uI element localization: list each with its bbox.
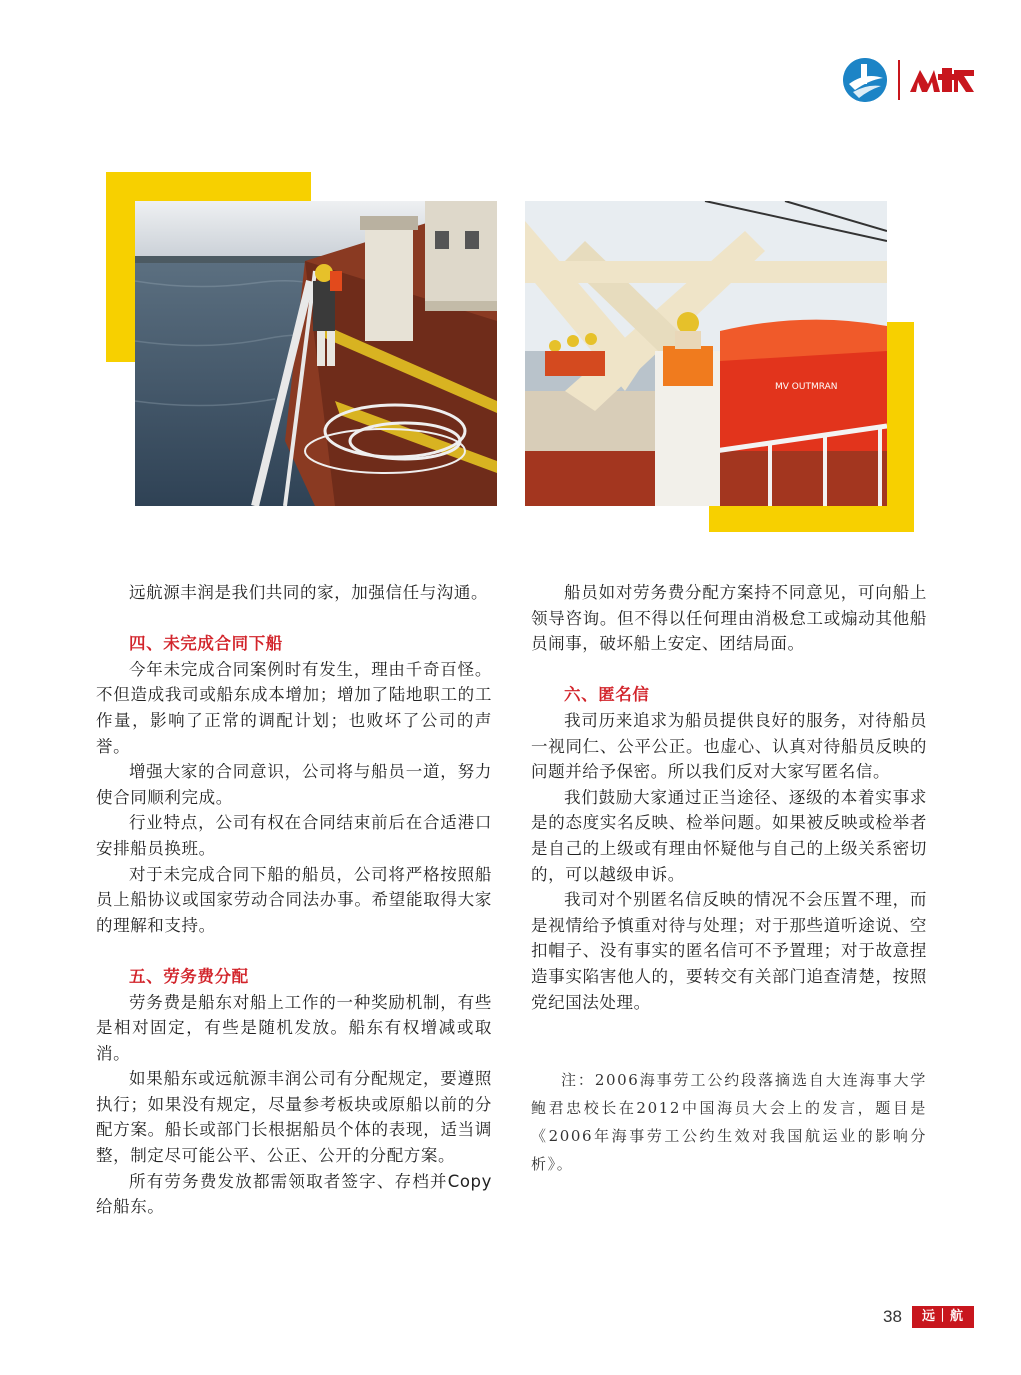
magazine-tag: 远｜航	[912, 1306, 974, 1328]
paragraph: 我司对个别匿名信反映的情况不会压置不理，而是视情给予慎重对待与处理；对于那些道听途说、空扣帽子、没有事实的匿名信可不予置理；对于故意捏造事实陷害他人的，要转交有关部门追查清楚，按照党纪国法处理。	[531, 890, 927, 1012]
paragraph: 今年未完成合同案例时有发生，理由千奇百怪。不但造成我司或船东成本增加；增加了陆地职工的工作量，影响了正常的调配计划；也败坏了公司的声誉。	[96, 659, 492, 756]
lifeboat-marking: MV OUTMRAN	[775, 382, 838, 392]
paragraph: 劳务费是船东对船上工作的一种奖励机制，有些是相对固定，有些是随机发放。船东有权增减或取消。	[96, 992, 492, 1063]
paragraph: 远航源丰润是我们共同的家，加强信任与沟通。	[129, 583, 489, 602]
right-text-column	[531, 580, 927, 1015]
page-number: 38	[883, 1307, 902, 1326]
left-text-column	[96, 580, 492, 1220]
paragraph: 增强大家的合同意识，公司将与船员一道，努力使合同顺利完成。	[96, 762, 492, 807]
section-heading-5: 五、劳务费分配	[129, 966, 249, 986]
paragraph: 所有劳务费发放都需领取者签字、存档并Copy给船东。	[96, 1171, 492, 1217]
lifeboat-photo	[525, 201, 887, 506]
section-heading-4: 四、未完成合同下船	[129, 634, 283, 654]
paragraph: 我们鼓励大家通过正当途径、逐级的本着实事求是的态度实名反映、检举问题。如果被反映或检举者是自己的上级或有理由怀疑他与自己的上级关系密切的，可以越级申诉。	[531, 787, 927, 884]
section-heading-6: 六、匿名信	[564, 685, 650, 705]
logo-divider	[898, 60, 900, 100]
paragraph: 我司历来追求为船员提供良好的服务，对待船员一视同仁、公平公正。也虚心、认真对待船员反映的问题并给予保密。所以我们反对大家写匿名信。	[531, 710, 927, 782]
paragraph: 船员如对劳务费分配方案持不同意见，可向船上领导咨询。但不得以任何理由消极怠工或煽动其他船员闹事，破坏船上安定、团结局面。	[531, 583, 927, 654]
paragraph: 行业特点，公司有权在合同结束前后在合适港口安排船员换班。	[96, 813, 492, 858]
company-logo-icon	[843, 58, 887, 102]
paragraph: 对于未完成合同下船的船员，公司将严格按照船员上船协议或国家劳动合同法办事。希望能取得大家的理解和支持。	[96, 864, 492, 935]
ship-deck-photo	[135, 201, 497, 506]
source-note: 注：2006海事劳工公约段落摘选自大连海事大学鲍君忠校长在2012中国海员大会上的发言，题目是《2006年海事劳工公约生效对我国航运业的影响分析》。	[531, 1071, 927, 1173]
brand-logo-icon	[910, 62, 974, 98]
paragraph: 如果船东或远航源丰润公司有分配规定，要遵照执行；如果没有规定，尽量参考板块或原船以前的分配方案。船长或部门长根据船员个体的表现，适当调整，制定尽可能公平、公正、公开的分配方案。	[96, 1069, 492, 1166]
